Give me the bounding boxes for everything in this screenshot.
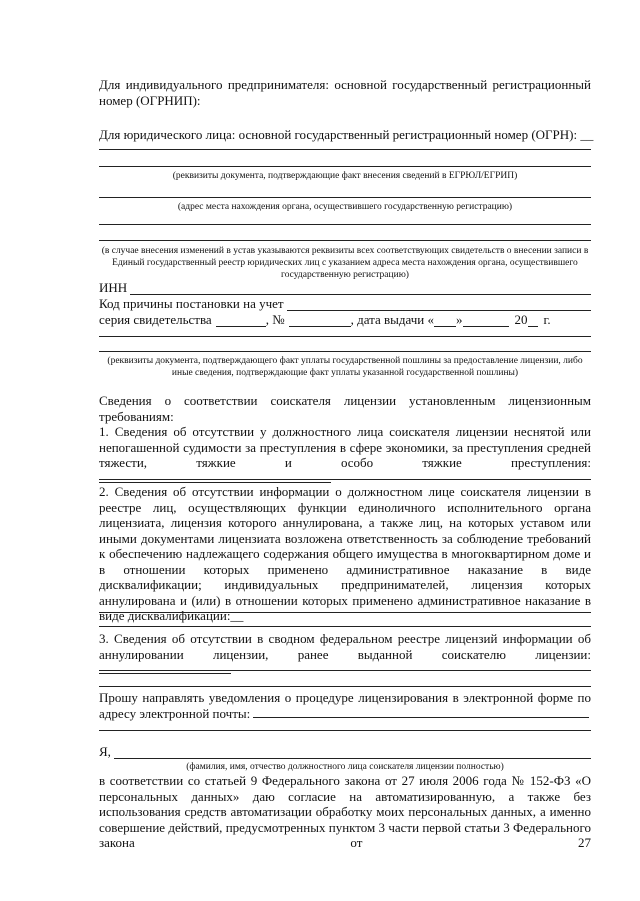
changes-field-line-1[interactable] bbox=[99, 224, 591, 225]
fio-row bbox=[99, 744, 591, 759]
kpp-field[interactable] bbox=[287, 299, 591, 311]
item-1-field-line[interactable] bbox=[99, 479, 591, 480]
cert-year-suffix: г. bbox=[543, 312, 551, 327]
cert-number-field[interactable] bbox=[289, 315, 351, 327]
compliance-intro: Сведения о соответствии соискателя лицензии установленным лицензионным требованиям: bbox=[99, 393, 591, 424]
ip-ogrnip-label: Для индивидуального предпринимателя: основной государственный регистрационный номер (ОГРНИП): bbox=[99, 77, 591, 108]
fio-caption: (фамилия, имя, отчество должностного лица соискателя лицензии полностью) bbox=[186, 762, 504, 772]
item-1-field[interactable] bbox=[99, 471, 331, 483]
cert-year-prefix: 20 bbox=[514, 312, 528, 327]
email-field-line[interactable] bbox=[99, 730, 591, 731]
item-2-text: 2. Сведения об отсутствии информации о должностном лице соискателя лицензии в реестре лиц, осуществляющих функции единоличного исполнительного органа лицензиата, лицензия которого аннулирована, а также лиц, на которых уставом или иными документами лицензиата возложена ответственность за соблюдение требований к обеспечению надлежащего содержания общего имущества в многоквартирном доме и в отношении которых применено административное наказание в виде дисквалификации; индивидуальных предпринимателей, лицензия которых аннулирована и (или) в отношении которых применено административное наказание в виде дисквалификации:__ bbox=[99, 484, 591, 623]
item-2-field-line-2[interactable] bbox=[99, 626, 591, 627]
egrul-caption: (реквизиты документа, подтверждающие факт внесения сведений в ЕГРЮЛ/ЕГРИП) bbox=[172, 171, 518, 181]
item-3-field-line-2[interactable] bbox=[99, 686, 591, 687]
i-label: Я, bbox=[99, 744, 111, 759]
item-3-field[interactable] bbox=[99, 662, 231, 674]
changes-caption: (в случае внесения изменений в устав указываются реквизиты всех соответствующих свидетельств о внесении записи в Единый государственный реестр юридических лиц с указанием адреса места нахождения органа, осуществившего государственную регистрацию) bbox=[101, 246, 589, 280]
ogrn-field-line[interactable] bbox=[99, 149, 591, 150]
email-request-label: Прошу направлять уведомления о процедуре лицензирования в электронной форме по адресу электронной почты: bbox=[99, 690, 591, 721]
inn-row bbox=[99, 280, 591, 295]
cert-series-label: серия свидетельства bbox=[99, 312, 212, 327]
address-caption: (адрес места нахождения органа, осуществившего государственную регистрацию) bbox=[177, 202, 513, 212]
cert-day-field[interactable] bbox=[434, 315, 456, 327]
kpp-label: Код причины постановки на учет bbox=[99, 296, 284, 311]
item-1-text bbox=[99, 424, 591, 486]
cert-year-field[interactable] bbox=[528, 315, 538, 327]
cert-quote-close: » bbox=[456, 312, 463, 327]
ul-ogrn-label: Для юридического лица: основной государственный регистрационный номер (ОГРН): __ bbox=[99, 127, 594, 142]
item-1-label: 1. Сведения об отсутствии у должностного лица соискателя лицензии неснятой или непогашенной судимости за преступления в сфере экономики, за преступления средней тяжести, тяжкие и особо тяжкие преступления: bbox=[99, 424, 591, 470]
item-3-field-line-1[interactable] bbox=[99, 670, 591, 671]
inn-label: ИНН bbox=[99, 280, 128, 295]
item-2-field-line-1[interactable] bbox=[99, 612, 591, 613]
changes-field-line-2[interactable] bbox=[99, 240, 591, 241]
inn-field[interactable] bbox=[130, 283, 591, 295]
fee-caption: (реквизиты документа, подтверждающего факт уплаты государственной пошлины за предоставление лицензии, либо иные сведения, подтверждающие факт уплаты указанной государственной пошлины) bbox=[107, 356, 583, 378]
cert-series-field[interactable] bbox=[216, 315, 266, 327]
cert-date-label: , дата выдачи « bbox=[350, 312, 434, 327]
address-field-line[interactable] bbox=[99, 197, 591, 198]
fee-field-line-1[interactable] bbox=[99, 336, 591, 337]
cert-month-field[interactable] bbox=[463, 315, 509, 327]
email-request-text bbox=[99, 690, 591, 721]
fee-field-line-2[interactable] bbox=[99, 351, 591, 352]
kpp-row bbox=[99, 296, 591, 311]
consent-text: в соответствии со статьей 9 Федерального закона от 27 июля 2006 года № 152-ФЗ «О персональных данных» даю согласие на автоматизированную, а также без использования средств автоматизации обработку моих персональных данных, а именно совершение действий, предусмотренных пунктом 3 части первой статьи 3 Федерального закона от 27 bbox=[99, 773, 591, 850]
email-field[interactable] bbox=[253, 706, 589, 718]
item-3-label: 3. Сведения об отсутствии в сводном федеральном реестре лицензий информации об аннулировании лицензии, ранее выданной соискателю лицензии: bbox=[99, 631, 591, 662]
certificate-row bbox=[99, 312, 591, 327]
egrul-field-line[interactable] bbox=[99, 166, 591, 167]
cert-number-label: , № bbox=[265, 312, 285, 327]
fio-field[interactable] bbox=[114, 747, 591, 759]
